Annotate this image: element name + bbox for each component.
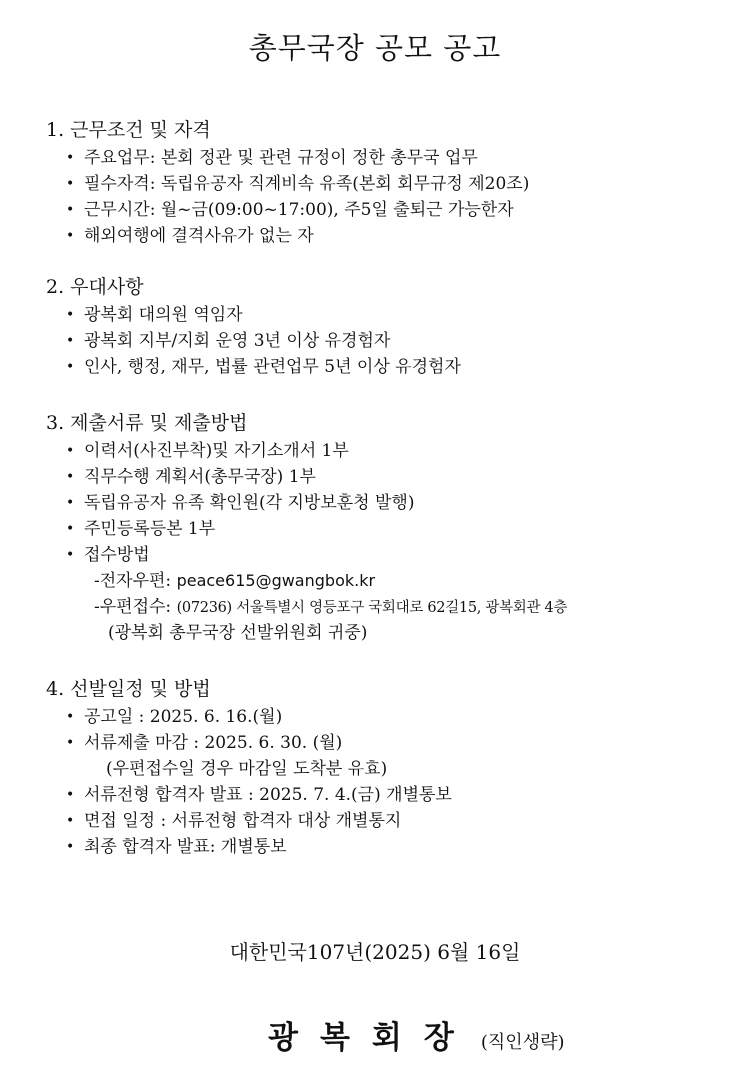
section-heading: 3. 제출서류 및 제출방법 bbox=[46, 412, 248, 434]
list-item: • 면접 일정 : 서류전형 합격자 대상 개별통지 bbox=[46, 808, 726, 834]
announcement-date: 대한민국107년(2025) 6월 16일 bbox=[229, 940, 521, 964]
section-heading: 4. 선발일정 및 방법 bbox=[46, 678, 211, 700]
list-item: • 직무수행 계획서(총무국장) 1부 bbox=[46, 464, 726, 490]
bullet-icon: • bbox=[66, 359, 75, 375]
post-address: (07236) 서울특별시 영등포구 국회대로 62길15, 광복회관 4층 bbox=[176, 600, 568, 616]
bullet-icon: • bbox=[66, 787, 75, 803]
post-label: -우편접수: bbox=[94, 597, 172, 617]
bullet-icon: • bbox=[66, 709, 75, 725]
bullet-icon: • bbox=[66, 495, 75, 511]
signatory-name: 광복회장 bbox=[268, 1020, 476, 1056]
list-item: • 서류제출 마감 : 2025. 6. 30. (월) bbox=[46, 730, 726, 756]
page-title: 총무국장 공모 공고 bbox=[248, 31, 502, 65]
list-item: • 서류전형 합격자 발표 : 2025. 7. 4.(금) 개별통보 bbox=[46, 782, 726, 808]
section-heading: 1. 근무조건 및 자격 bbox=[46, 119, 211, 141]
list-item: • 이력서(사진부착)및 자기소개서 1부 bbox=[46, 438, 726, 464]
bullet-icon: • bbox=[66, 150, 75, 166]
list-item: • 주민등록등본 1부 bbox=[46, 516, 726, 542]
section-documents bbox=[46, 408, 726, 646]
signature-block bbox=[268, 1012, 565, 1057]
list-item: • 필수자격: 독립유공자 직계비속 유족(본회 회무규정 제20조) bbox=[46, 171, 726, 197]
bullet-icon: • bbox=[66, 307, 75, 323]
email-label: -전자우편: bbox=[94, 571, 172, 591]
list-item: • 근무시간: 월~금(09:00~17:00), 주5일 출퇴근 가능한자 bbox=[46, 197, 726, 223]
list-item: • 최종 합격자 발표: 개별통보 bbox=[46, 834, 726, 860]
bullet-icon: • bbox=[66, 202, 75, 218]
bullet-icon: • bbox=[66, 176, 75, 192]
bullet-icon: • bbox=[66, 813, 75, 829]
bullet-icon: • bbox=[66, 547, 75, 563]
post-recipient: (광복회 총무국장 선발위원회 귀중) bbox=[108, 623, 368, 643]
bullet-icon: • bbox=[66, 521, 75, 537]
list-item: • 공고일 : 2025. 6. 16.(월) bbox=[46, 704, 726, 730]
deadline-note: (우편접수일 경우 마감일 도착분 유효) bbox=[106, 759, 388, 779]
bullet-icon: • bbox=[66, 839, 75, 855]
section-schedule bbox=[46, 674, 726, 860]
bullet-icon: • bbox=[66, 443, 75, 459]
list-item: • 해외여행에 결격사유가 없는 자 bbox=[46, 223, 726, 249]
bullet-icon: • bbox=[66, 735, 75, 751]
post-submission bbox=[46, 594, 726, 620]
bullet-icon: • bbox=[66, 228, 75, 244]
list-item: • 인사, 행정, 재무, 법률 관련업무 5년 이상 유경험자 bbox=[46, 354, 726, 380]
bullet-icon: • bbox=[66, 469, 75, 485]
seal-omitted-note: (직인생략) bbox=[480, 1032, 565, 1053]
list-item: • 주요업무: 본회 정관 및 관련 규정이 정한 총무국 업무 bbox=[46, 145, 726, 171]
list-item: • 접수방법 bbox=[46, 542, 726, 568]
list-item: • 독립유공자 유족 확인원(각 지방보훈청 발행) bbox=[46, 490, 726, 516]
email-address: peace615@gwangbok.kr bbox=[176, 571, 376, 590]
section-work-conditions bbox=[46, 115, 726, 249]
list-item: • 광복회 대의원 역임자 bbox=[46, 302, 726, 328]
list-item: • 광복회 지부/지회 운영 3년 이상 유경험자 bbox=[46, 328, 726, 354]
bullet-icon: • bbox=[66, 333, 75, 349]
section-preferences bbox=[46, 272, 726, 380]
section-heading: 2. 우대사항 bbox=[46, 276, 144, 298]
email-submission bbox=[46, 568, 726, 594]
